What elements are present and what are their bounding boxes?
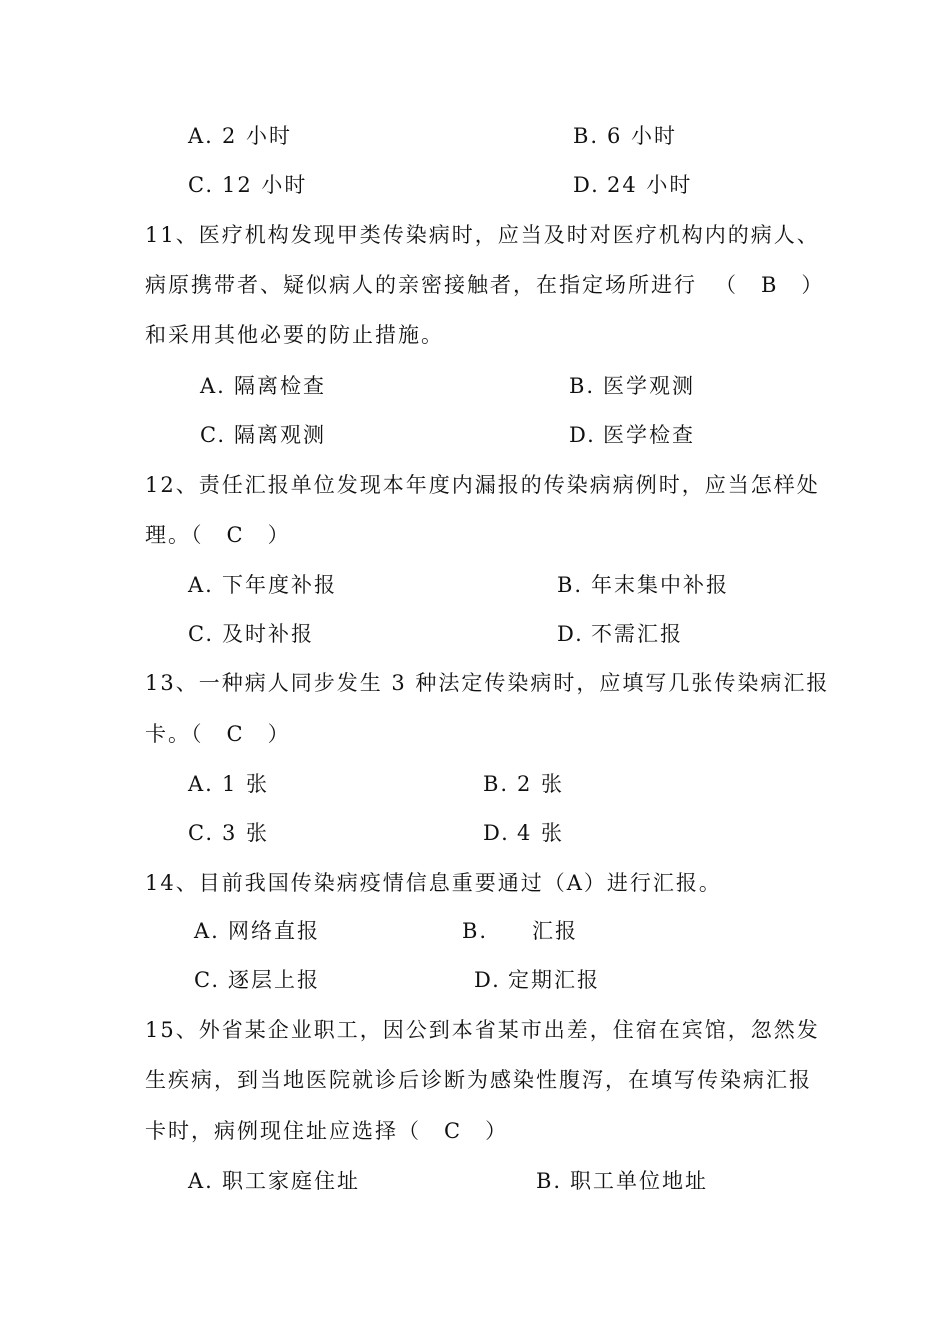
option-letter: B. bbox=[536, 1169, 563, 1193]
q13-option-a bbox=[188, 769, 269, 799]
option-text: 逐层上报 bbox=[228, 968, 320, 992]
option-letter: B. bbox=[573, 124, 600, 148]
option-text: 24 小时 bbox=[607, 173, 693, 197]
option-text: 医学观测 bbox=[603, 374, 695, 398]
q11-option-a bbox=[200, 371, 326, 401]
q10-option-a bbox=[188, 121, 292, 151]
q12-option-d bbox=[557, 619, 683, 649]
q12-option-c bbox=[188, 619, 314, 649]
option-letter: B. bbox=[483, 772, 510, 796]
option-letter: A. bbox=[188, 124, 214, 148]
option-letter: C. bbox=[194, 968, 220, 992]
option-text: 定期汇报 bbox=[508, 968, 600, 992]
option-text: 汇报 bbox=[532, 919, 578, 943]
option-letter: A. bbox=[194, 919, 220, 943]
option-letter: D. bbox=[573, 173, 600, 197]
option-text: 6 小时 bbox=[607, 124, 678, 148]
option-letter: A. bbox=[200, 374, 226, 398]
q15-option-b bbox=[536, 1166, 708, 1196]
option-text: 2 小时 bbox=[222, 124, 293, 148]
q15-stem-line-3: 卡时，病例现住址应选择（ C ） bbox=[145, 1119, 509, 1143]
q11-stem-line-2 bbox=[145, 270, 825, 300]
option-text: 下年度补报 bbox=[222, 573, 337, 597]
q11-option-c bbox=[200, 420, 326, 450]
q12-option-a bbox=[188, 570, 337, 600]
option-text: 不需汇报 bbox=[591, 622, 683, 646]
option-text: 年末集中补报 bbox=[591, 573, 729, 597]
q14-option-d bbox=[474, 965, 600, 995]
option-letter: D. bbox=[569, 423, 596, 447]
q10-option-c bbox=[188, 170, 307, 200]
option-letter: C. bbox=[188, 622, 214, 646]
option-letter: C. bbox=[200, 423, 226, 447]
q13-option-d bbox=[483, 818, 564, 848]
q13-option-b bbox=[483, 769, 564, 799]
q11-answer: （ B ） bbox=[715, 273, 825, 297]
q13-option-c bbox=[188, 818, 269, 848]
option-letter: D. bbox=[474, 968, 501, 992]
option-letter: B. bbox=[462, 919, 489, 943]
q13-stem-line-2: 卡。（ C ） bbox=[145, 722, 291, 746]
option-text: 职工单位地址 bbox=[570, 1169, 708, 1193]
option-letter: B. bbox=[569, 374, 596, 398]
q11-stem-line-1: 11、医疗机构发现甲类传染病时，应当及时对医疗机构内的病人、 bbox=[145, 223, 820, 247]
option-letter: C. bbox=[188, 173, 214, 197]
q12-option-b bbox=[557, 570, 729, 600]
q15-stem-line-2: 生疾病，到当地医院就诊后诊断为感染性腹泻，在填写传染病汇报 bbox=[145, 1068, 812, 1092]
q10-option-d bbox=[573, 170, 692, 200]
option-text: 隔离观测 bbox=[234, 423, 326, 447]
q15-option-a bbox=[188, 1166, 360, 1196]
option-text: 网络直报 bbox=[228, 919, 320, 943]
q14-option-b bbox=[462, 916, 578, 946]
q10-option-b bbox=[573, 121, 677, 151]
q12-stem-line-1: 12、责任汇报单位发现本年度内漏报的传染病病例时，应当怎样处 bbox=[145, 473, 820, 497]
option-text: 3 张 bbox=[222, 821, 270, 845]
option-letter: A. bbox=[188, 573, 214, 597]
q11-stem-text: 病原携带者、疑似病人的亲密接触者，在指定场所进行 bbox=[145, 273, 697, 297]
q15-stem-line-1: 15、外省某企业职工，因公到本省某市出差，住宿在宾馆，忽然发 bbox=[145, 1018, 820, 1042]
q14-stem-line-1: 14、目前我国传染病疫情信息重要通过（A）进行汇报。 bbox=[145, 871, 722, 895]
q12-stem-line-2: 理。（ C ） bbox=[145, 523, 291, 547]
option-text: 2 张 bbox=[517, 772, 565, 796]
q14-option-a bbox=[194, 916, 320, 946]
q11-option-b bbox=[569, 371, 695, 401]
option-letter: B. bbox=[557, 573, 584, 597]
option-text: 隔离检查 bbox=[234, 374, 326, 398]
option-text: 医学检查 bbox=[603, 423, 695, 447]
option-text: 4 张 bbox=[517, 821, 565, 845]
option-letter: C. bbox=[188, 821, 214, 845]
option-text: 1 张 bbox=[222, 772, 270, 796]
q13-stem-line-1: 13、一种病人同步发生 3 种法定传染病时，应填写几张传染病汇报 bbox=[145, 671, 830, 695]
option-letter: A. bbox=[188, 1169, 214, 1193]
option-letter: A. bbox=[188, 772, 214, 796]
q11-option-d bbox=[569, 420, 695, 450]
q11-stem-line-3: 和采用其他必要的防止措施。 bbox=[145, 323, 444, 347]
option-letter: D. bbox=[483, 821, 510, 845]
option-text: 12 小时 bbox=[222, 173, 308, 197]
option-letter: D. bbox=[557, 622, 584, 646]
q14-option-c bbox=[194, 965, 320, 995]
option-text: 职工家庭住址 bbox=[222, 1169, 360, 1193]
option-text: 及时补报 bbox=[222, 622, 314, 646]
